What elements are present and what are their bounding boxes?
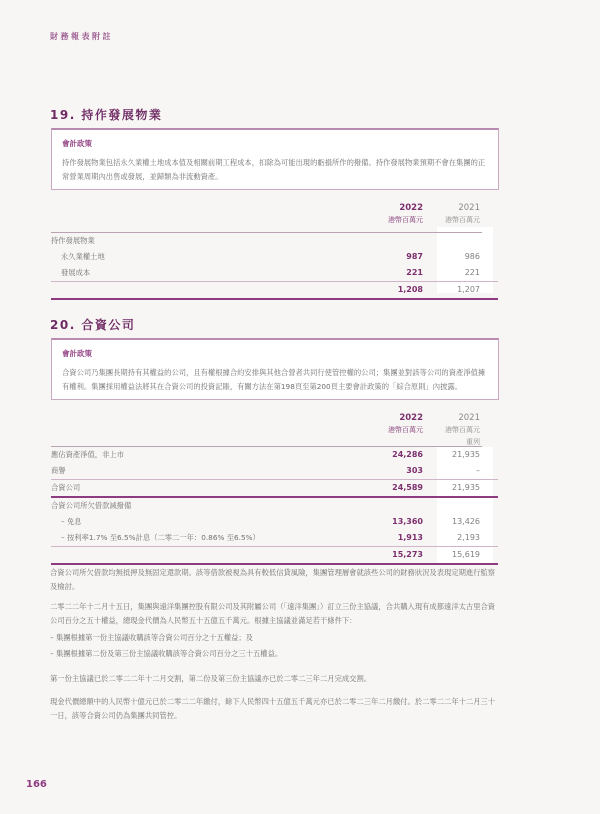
value-2021: 2,193 bbox=[457, 533, 480, 542]
total-rule bbox=[51, 563, 498, 565]
table-row bbox=[51, 530, 498, 546]
bullet-item: – 集團根據第二份及第三份主協議收購該等合資公司百分之三十五權益。 bbox=[50, 649, 283, 658]
page-number: 166 bbox=[26, 779, 47, 790]
section-20-policy-box bbox=[51, 338, 499, 400]
table-row bbox=[51, 447, 498, 463]
table-row bbox=[51, 514, 498, 530]
section-19-policy-box bbox=[51, 128, 499, 190]
table-row bbox=[51, 249, 498, 265]
row-label: 發展成本 bbox=[61, 268, 91, 277]
table-row bbox=[51, 463, 498, 479]
row-label: 持作發展物業 bbox=[51, 236, 95, 245]
bullet-item: – 集團根據第一份主協議收購該等合資公司百分之十五權益；及 bbox=[50, 633, 253, 642]
header-unit: 港幣百萬元 bbox=[388, 216, 423, 224]
value-2022: 13,360 bbox=[392, 517, 423, 526]
table-row-total bbox=[51, 282, 498, 298]
table-row bbox=[51, 265, 498, 281]
row-label: – 免息 bbox=[61, 517, 82, 526]
value-2021: 986 bbox=[464, 252, 480, 261]
header-2021 bbox=[445, 203, 480, 225]
section-19-table bbox=[51, 200, 498, 300]
section-19-title: 19. 持作發展物業 bbox=[50, 108, 163, 122]
header-year: 2021 bbox=[458, 413, 480, 423]
policy-title: 會計政策 bbox=[62, 139, 92, 148]
value-2022: 24,589 bbox=[392, 483, 423, 492]
section-20-table bbox=[51, 410, 498, 565]
header-year: 2022 bbox=[399, 203, 423, 213]
value-2022: 987 bbox=[406, 252, 423, 261]
total-rule bbox=[51, 298, 498, 300]
value-2021: 13,426 bbox=[452, 517, 480, 526]
paragraph: 合資公司所欠借款均無抵押及無固定還款期。該等借款被視為具有較低信貸風險，集團管理層會就該些公司的財務狀況及表現定期進行監察及檢討。 bbox=[50, 568, 496, 591]
paragraph: 第一份主協議已於二零二二年十二月交割，第二份及第三份主協議亦已於二零二三年二月完成交割。 bbox=[50, 674, 372, 683]
value-2022: 1,913 bbox=[397, 533, 423, 542]
row-label: 合資公司所欠借款減撥備 bbox=[51, 501, 132, 510]
paragraph: 二零二二年十二月十五日，集團與遠洋集團控股有限公司及其附屬公司（「遠洋集團」）訂立三份主協議，合共購入現有成都遠洋太古里合資公司百分之五十權益，總現金代價為人民幣五十五億五千萬元。根據主協議並滿足若干條件下： bbox=[50, 602, 496, 625]
section-20-title: 20. 合資公司 bbox=[50, 318, 136, 332]
table-row-total bbox=[51, 547, 498, 563]
policy-title: 會計政策 bbox=[62, 349, 92, 358]
row-label: 合資公司 bbox=[51, 483, 81, 492]
header-unit: 港幣百萬元 bbox=[388, 426, 423, 434]
total-2022: 1,208 bbox=[397, 285, 423, 294]
value-2021: 21,935 bbox=[452, 483, 480, 492]
header-unit: 港幣百萬元 bbox=[445, 426, 480, 434]
table-row-subtotal bbox=[51, 480, 498, 496]
total-2021: 15,619 bbox=[452, 550, 480, 559]
paragraph: 現金代價總額中的人民幣十億元已於二零二二年繳付，餘下人民幣四十五億五千萬元亦已於二零二三年二月繳付。於二零二二年十二月三十一日，該等合資公司仍為集團共同管控。 bbox=[50, 697, 496, 720]
row-label: 永久業權土地 bbox=[61, 252, 105, 261]
header-2021 bbox=[445, 413, 480, 447]
value-2022: 303 bbox=[406, 466, 423, 475]
header-2022 bbox=[388, 413, 423, 435]
header-year: 2022 bbox=[399, 413, 423, 423]
value-2022: 221 bbox=[406, 268, 423, 277]
row-label: – 按利率1.7% 至6.5%計息（二零二一年：0.86% 至6.5%） bbox=[61, 533, 260, 542]
row-label: 應佔資產淨值，非上市 bbox=[51, 450, 124, 459]
value-2021: 21,935 bbox=[452, 450, 480, 459]
table-row-group bbox=[51, 233, 498, 249]
header-unit: 港幣百萬元 bbox=[445, 216, 480, 224]
total-2021: 1,207 bbox=[457, 285, 480, 294]
value-2021: – bbox=[476, 466, 480, 475]
running-header: 財務報表附註 bbox=[50, 32, 113, 41]
header-year: 2021 bbox=[458, 203, 480, 213]
table-header bbox=[51, 410, 498, 446]
table-header bbox=[51, 200, 498, 232]
value-2022: 24,286 bbox=[392, 450, 423, 459]
total-2022: 15,273 bbox=[392, 550, 423, 559]
row-label: 商譽 bbox=[51, 466, 66, 475]
header-2022 bbox=[388, 203, 423, 225]
table-row-group bbox=[51, 498, 498, 514]
policy-text: 合資公司乃集團長期持有其權益的公司，且有權根據合約安排與其他合營者共同行使管控權的公司；集團並對該等公司的資產淨值擁有權利。集團採用權益法將其在合資公司的投資記賬，有關方法在第198頁至第200頁主要會計政策的「綜合原則」內披露。 bbox=[62, 368, 486, 391]
policy-text: 持作發展物業包括永久業權土地成本值及相關前期工程成本，扣除為可能出現的虧損所作的撥備。持作發展物業預期不會在集團的正常營業周期內出售或發展，並歸類為非流動資產。 bbox=[62, 158, 486, 181]
value-2021: 221 bbox=[464, 268, 480, 277]
restated-note: 重列 bbox=[466, 438, 480, 446]
